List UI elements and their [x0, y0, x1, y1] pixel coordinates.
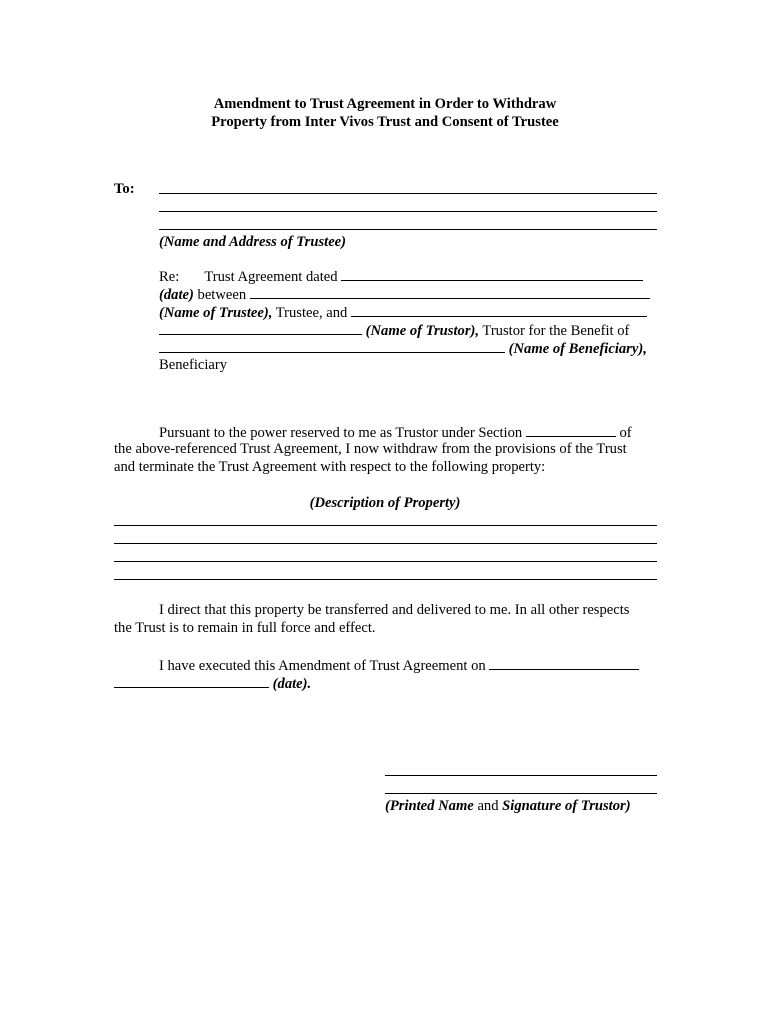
trust-date-blank[interactable] [341, 266, 643, 281]
para1-text-a: Pursuant to the power reserved to me as Trustor under Section [159, 425, 523, 441]
trustee-name-line-1[interactable] [159, 193, 657, 194]
signature-line-1[interactable] [385, 775, 657, 776]
signature-caption [385, 797, 631, 815]
trustor-blank[interactable] [159, 320, 362, 335]
section-blank[interactable] [526, 422, 616, 437]
para1-of: of [619, 425, 632, 441]
para3-line-2 [114, 673, 311, 693]
execution-date-blank-1[interactable] [489, 655, 639, 670]
re-line-5 [159, 338, 647, 358]
re-line-2 [159, 284, 650, 304]
re-line-3 [159, 302, 647, 322]
para3-text: I have executed this Amendment of Trust Agreement on [159, 658, 486, 674]
to-label: To: [114, 181, 135, 197]
date-caption: (date) [159, 287, 194, 303]
description-line-1[interactable] [114, 525, 657, 526]
name-of-trustor-caption: (Name of Trustor), [365, 323, 480, 339]
para1-line-1 [159, 422, 632, 442]
para1-line-3: and terminate the Trust Agreement with respect to the following property: [114, 459, 546, 475]
document-title-line-2: Property from Inter Vivos Trust and Consent of Trustee [211, 114, 559, 130]
name-of-trustee-caption: (Name of Trustee), [159, 305, 273, 321]
printed-name-caption: (Printed Name [385, 798, 474, 814]
name-of-beneficiary-caption: (Name of Beneficiary), [508, 341, 647, 357]
document-title-line-1: Amendment to Trust Agreement in Order to Withdraw [213, 96, 557, 112]
between-label: between [197, 287, 247, 303]
para2-line-1: I direct that this property be transferred and delivered to me. In all other respects [159, 602, 630, 618]
description-line-3[interactable] [114, 561, 657, 562]
trustor-name-blank[interactable] [351, 302, 647, 317]
trustee-name-line-2[interactable] [159, 211, 657, 212]
trust-dated-label: Trust Agreement dated [204, 269, 338, 285]
description-line-4[interactable] [114, 579, 657, 580]
trustee-and-label: Trustee, and [275, 305, 348, 321]
trustee-name-line-3[interactable] [159, 229, 657, 230]
para3-date-caption: (date). [272, 676, 312, 692]
re-line-4 [159, 320, 629, 340]
para3-line-1 [159, 655, 639, 675]
execution-date-blank-2[interactable] [114, 673, 269, 688]
para1-line-2: the above-referenced Trust Agreement, I now withdraw from the provisions of the Trust [114, 441, 627, 457]
signature-of-trustor-caption: Signature of Trustor) [502, 798, 631, 814]
description-line-2[interactable] [114, 543, 657, 544]
trustor-benefit-label: Trustor for the Benefit of [482, 323, 630, 339]
beneficiary-blank[interactable] [159, 338, 505, 353]
signature-and: and [477, 798, 499, 814]
signature-line-2[interactable] [385, 793, 657, 794]
between-blank[interactable] [250, 284, 650, 299]
re-label: Re: [159, 269, 180, 285]
trustee-caption: (Name and Address of Trustee) [159, 234, 347, 250]
beneficiary-label: Beneficiary [159, 357, 228, 373]
re-line-1 [159, 266, 643, 286]
para2-line-2: the Trust is to remain in full force and effect. [114, 620, 376, 636]
description-caption: (Description of Property) [309, 495, 461, 511]
